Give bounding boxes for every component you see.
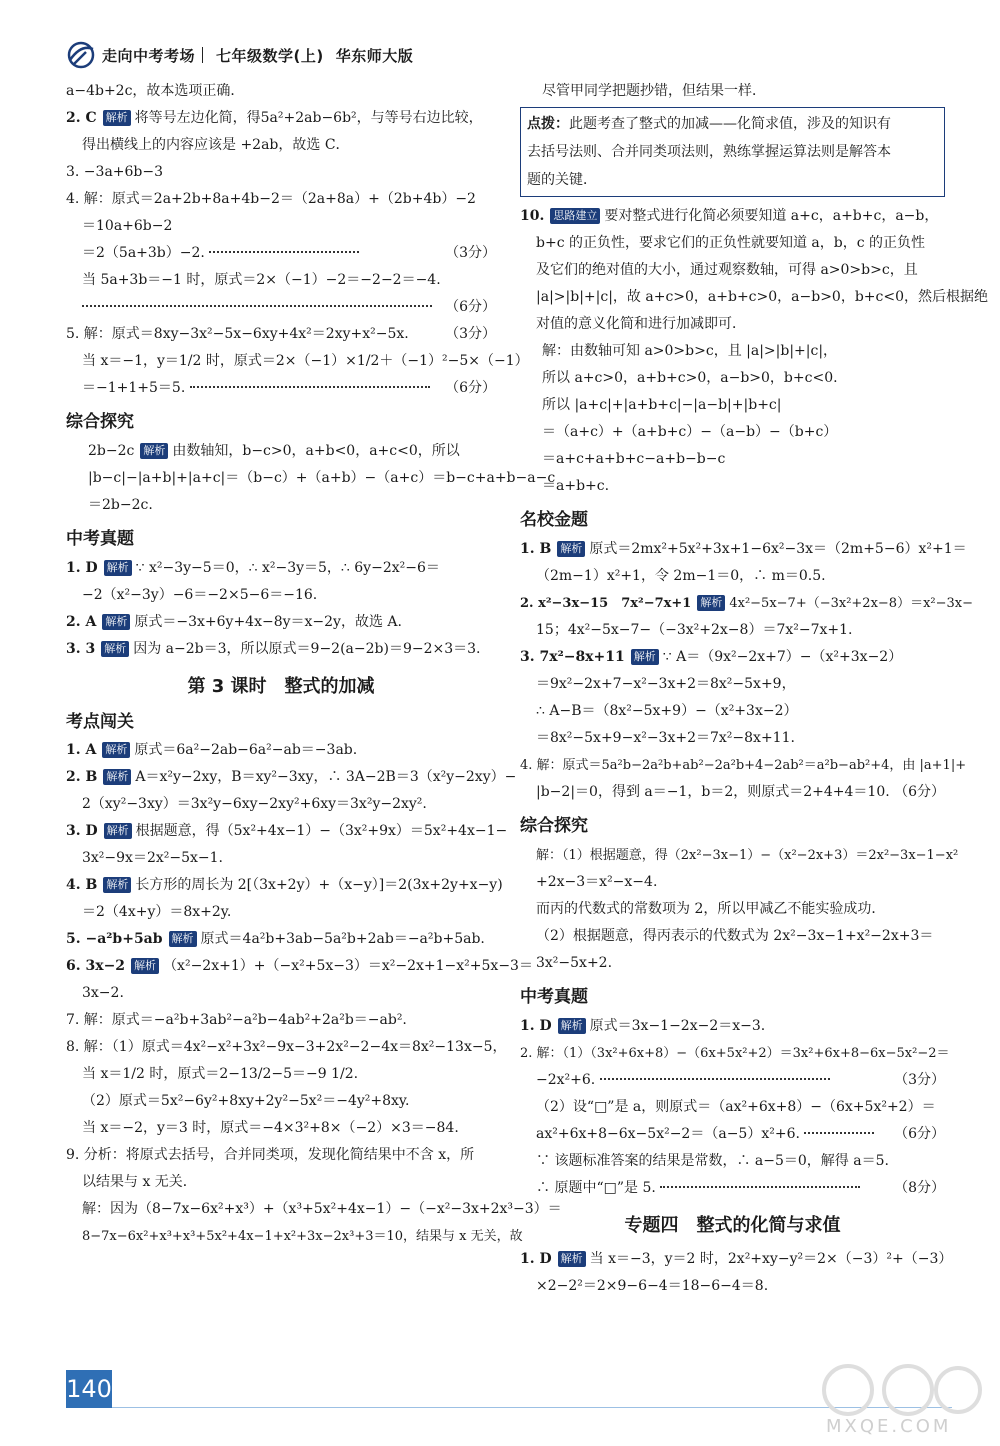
analysis-tag: 解析: [103, 769, 131, 785]
answer-line: ＝2b−2c.: [88, 497, 153, 513]
practice-answer-6: 6. 3x−2 解析 （x²−2x+1）+（−x²+5x−3）＝x²−2x+1−x²+5x−3＝: [66, 958, 533, 974]
answer-line: ＝a+b+c.: [542, 478, 610, 494]
topic-title: 专题四 整式的化简与求值: [624, 1215, 841, 1236]
practice-answer-2: 2. B 解析 A＝x²y−2xy，B＝xy²−3xy，∴ 3A−2B＝3（x²y−2xy）−: [66, 769, 517, 785]
answer-line: |b−2|＝0，得到 a＝−1，b＝2，则原式＝2+4+4＝10. （6分）: [520, 779, 945, 806]
analysis-tag: 解析: [102, 614, 130, 630]
answer-2: 2. C 解析 将等号左边化简，得5a²+2ab−6b²，与等号右边比较，: [66, 110, 483, 126]
answer-10: 10. 思路建立 要对整式进行化简必须要知道 a+c，a+b+c，a−b，: [520, 208, 939, 224]
score-label: （6分）: [445, 380, 496, 396]
score-label: （3分）: [894, 1072, 945, 1088]
answer-line: 而丙的代数式的常数项为 2，所以甲减乙不能实验成功．: [536, 901, 886, 917]
exam-answer-2: 2. A 解析 原式＝−3x+6y+4x−8y＝x−2y，故选 A.: [66, 614, 402, 630]
answer-line: 所以 a+c>0，a+b+c>0，a−b>0，b+c<0.: [542, 370, 838, 386]
lesson-title: 第 3 课时 整式的加减: [187, 676, 375, 697]
exam-answer-2: 2. 解：（1）（3x²+6x+8）−（6x+5x²+2）＝3x²+6x+8−6x−5x²−2＝: [520, 1046, 950, 1061]
answer-line: 解：由数轴可知 a>0>b>c，且 |a|>|b|+|c|，: [542, 343, 838, 359]
analysis-tag: 解析: [169, 931, 197, 947]
practice-answer-9: 9. 分析：将原式去括号，合并同类项，发现化简结果中不含 x，所: [66, 1147, 475, 1163]
answer-line: ∵ 该题标准答案的结果是常数，∴ a−5＝0，解得 a＝5.: [536, 1153, 889, 1169]
practice-answer-7: 7. 解：原式＝−a²b+3ab²−a²b−4ab²+2a²b＝−ab².: [66, 1012, 407, 1028]
analysis-tag: 解析: [103, 110, 131, 126]
analysis-tag: 解析: [131, 958, 159, 974]
answer-line: 及它们的绝对值的大小，通过观察数轴，可得 a>0>b>c，且: [536, 262, 918, 278]
brand-logo-icon: [66, 40, 96, 70]
explore-answer: 2b−2c 解析 由数轴知，b−c>0，a+b<0，a+c<0，所以: [88, 443, 460, 459]
answer-line: ＝2（4x+y）＝8x+2y.: [82, 904, 232, 920]
exam-answer-1: 1. D 解析 原式＝3x−1−2x−2＝x−3.: [520, 1018, 766, 1034]
explore-answer: 解：（1）根据题意，得（2x²−3x−1）−（x²−2x+3）＝2x²−3x−1−x²: [536, 848, 959, 863]
score-label: （3分）: [445, 326, 496, 342]
idea-tag: 思路建立: [550, 208, 600, 224]
exam-answer-1: 1. D 解析 ∵ x²−3y−5＝0，∴ x²−3y＝5，∴ 6y−2x²−6＝: [66, 560, 440, 576]
gold-answer-2: 2. x²−3x−15 7x²−7x+1 解析 4x²−5x−7+（−3x²+2x−8）＝x²−3x−: [520, 596, 974, 611]
answer-line: 得出横线上的内容应该是 +2ab，故选 C．: [82, 137, 350, 153]
tip-box: 点拨：此题考查了整式的加减——化简求值，涉及的知识有 去括号法则、合并同类项法则，熟练掌握运算法则是解答本 题的关键．: [520, 107, 945, 197]
answer-line: ＝2（5a+3b）−2. （3分）: [66, 240, 496, 267]
analysis-tag: 解析: [557, 541, 585, 557]
answer-line: ∴ A−B＝（8x²−5x+9）−（x²+3x−2）: [536, 703, 798, 719]
answer-line: |a|>|b|+|c|，故 a+c>0，a+b+c>0，a−b>0，b+c<0，然后根据绝: [536, 289, 989, 305]
answer-line: −2（x²−3y）−6＝−2×5−6＝−16.: [82, 587, 318, 603]
practice-answer-3: 3. D 解析 根据题意，得（5x²+4x−1）−（3x²+9x）＝5x²+4x−1−: [66, 823, 508, 839]
score-label: （3分）: [445, 245, 496, 261]
answer-line: （2）设“□”是 a，则原式＝（ax²+6x+8）−（6x+5x²+2）＝: [536, 1099, 936, 1115]
answer-line: |b−c|−|a+b|+|a+c|＝（b−c）+（a+b）−（a+c）＝b−c+a+b−a−c: [88, 470, 556, 486]
answer-line: ×2−2²＝2×9−6−4＝18−6−4＝8.: [536, 1278, 769, 1294]
section-heading: 综合探究: [520, 816, 588, 836]
answer-line: 3x²−9x＝2x²−5x−1.: [82, 850, 223, 866]
answer-line: 当 5a+3b＝−1 时，原式＝2×（−1）−2＝−2−2＝−4.: [82, 272, 441, 288]
gold-answer-1: 1. B 解析 原式＝2mx²+5x²+3x+1−6x²−3x＝（2m+5−6）x²+1＝: [520, 541, 967, 557]
answer-line: 3x−2.: [82, 985, 124, 1001]
analysis-tag: 解析: [558, 1251, 586, 1267]
score-label: （6分）: [894, 784, 945, 800]
header-grade: 七年级数学(上): [216, 46, 324, 65]
answer-line: ＝a+c+a+b+c−a+b−b−c: [542, 451, 726, 467]
answer-line: 当 x＝−2，y＝3 时，原式＝−4×3²+8×（−2）×3＝−84.: [82, 1120, 459, 1136]
answer-line: 尽管甲同学把题抄错，但结果一样．: [542, 83, 766, 99]
exam-answer-3: 3. 3 解析 因为 a−2b＝3，所以原式＝9−2(a−2b)＝9−2×3＝3.: [66, 641, 481, 657]
answer-line: 所以 |a+c|+|a+b+c|−|a−b|+|b+c|: [542, 397, 782, 413]
section-heading: 综合探究: [66, 412, 134, 432]
answer-5: 5. 解：原式＝8xy−3x²−5x−6xy+4x²＝2xy+x²−5x. （3分）: [66, 321, 496, 348]
answer-line: 当 x＝1/2 时，原式＝2−13/2−5＝−9 1/2.: [82, 1066, 359, 1082]
score-label: （6分）: [894, 1126, 945, 1142]
tip-label: 点拨：: [527, 116, 569, 132]
header-divider: [202, 47, 203, 63]
analysis-tag: 解析: [102, 742, 130, 758]
answer-line: ax²+6x+8−6x−5x²−2＝（a−5）x²+6. （6分）: [520, 1121, 945, 1148]
header-brand: 走向中考考场: [102, 46, 196, 65]
analysis-tag: 解析: [101, 641, 129, 657]
practice-answer-8: 8. 解：（1）原式＝4x²−x²+3x²−9x−3+2x²−2−4x＝8x²−13x−5，: [66, 1039, 507, 1055]
answer-line: [66, 294, 496, 321]
answer-line: 当 x＝−1，y＝1/2 时，原式＝2×（−1）×1/2＋（−1）²−5×（−1）: [82, 353, 529, 369]
answer-line: ＝（a+c）+（a+b+c）−（a−b）−（b+c）: [542, 424, 838, 440]
section-heading: 中考真题: [66, 529, 134, 549]
answer-4: 4. 解：原式＝2a+2b+8a+4b−2＝（2a+8a）+（2b+4b）−2: [66, 191, 476, 207]
analysis-tag: 解析: [104, 823, 132, 839]
header-publisher: 华东师大版: [335, 46, 414, 65]
answer-line: ＝10a+6b−2: [82, 218, 173, 234]
answer-line: （2）原式＝5x²−6y²+8xy+2y²−5x²＝−4y²+8xy.: [82, 1093, 410, 1109]
right-column: [520, 78, 989, 1300]
answer-3: 3. −3a+6b−3: [66, 164, 164, 180]
score-label: （8分）: [894, 1180, 945, 1196]
watermark-text: MXQE.COM: [826, 1416, 952, 1437]
section-heading: 中考真题: [520, 987, 588, 1007]
answer-line: +2x−3＝x²−x−4.: [536, 874, 658, 890]
answer-line: a−4b+2c，故本选项正确．: [66, 83, 245, 99]
analysis-tag: 解析: [697, 595, 725, 611]
score-label: （6分）: [445, 299, 496, 315]
section-heading: 名校金题: [520, 510, 588, 530]
answer-line: （2m−1）x²+1，令 2m−1＝0，∴ m＝0.5.: [536, 568, 826, 584]
practice-answer-4: 4. B 解析 长方形的周长为 2[（3x+2y）+（x−y）]＝2(3x+2y+x−y): [66, 877, 503, 893]
analysis-tag: 解析: [631, 649, 659, 665]
answer-line: 3x²−5x+2.: [536, 955, 613, 971]
page-header: [66, 40, 946, 70]
answer-line: ＝−1+1+5＝5. （6分）: [66, 375, 496, 402]
answer-line: 对值的意义化简和进行加减即可．: [536, 316, 746, 332]
analysis-tag: 解析: [558, 1018, 586, 1034]
answer-line: −2x²+6. （3分）: [520, 1067, 945, 1094]
practice-answer-5: 5. −a²b+5ab 解析 原式＝4a²b+3ab−5a²b+2ab＝−a²b+5ab.: [66, 931, 485, 947]
answer-line: 2（xy²−3xy）＝3x²y−6xy−2xy²+6xy＝3x²y−2xy².: [82, 796, 427, 812]
answer-line: ＝8x²−5x+9−x²−3x+2＝7x²−8x+11.: [536, 730, 795, 746]
answer-line: 解：因为（8−7x−6x²+x³）+（x³+5x²+4x−1）−（−x²−3x+2x³−3）＝: [82, 1201, 562, 1217]
section-heading: 考点闯关: [66, 712, 134, 732]
answer-line: （2）根据题意，得丙表示的代数式为 2x²−3x−1+x²−2x+3＝: [536, 928, 934, 944]
answer-line: ∴ 原题中“□”是 5. （8分）: [520, 1175, 945, 1202]
gold-answer-4: 4. 解：原式＝5a²b−2a²b+ab²−2a²b+4−2ab²＝a²b−ab²+4，由 |a+1|+: [520, 758, 967, 773]
answer-line: 8−7x−6x²+x³+x³+5x²+4x−1+x²+3x−2x³+3＝10，结果与 x 无关，故: [82, 1229, 523, 1244]
answer-line: 15；4x²−5x−7−（−3x²+2x−8）＝7x²−7x+1.: [536, 622, 853, 638]
analysis-tag: 解析: [104, 560, 132, 576]
answer-line: ＝9x²−2x+7−x²−3x+2＝8x²−5x+9，: [536, 676, 796, 692]
analysis-tag: 解析: [140, 443, 168, 459]
analysis-tag: 解析: [103, 877, 131, 893]
answer-line: b+c 的正负性，要求它们的正负性就要知道 a，b，c 的正负性: [536, 235, 926, 251]
practice-answer-1: 1. A 解析 原式＝6a²−2ab−6a²−ab＝−3ab.: [66, 742, 358, 758]
answer-line: 以结果与 x 无关．: [82, 1174, 197, 1190]
topic-answer-1: 1. D 解析 当 x＝−3，y＝2 时，2x²+xy−y²＝2×（−3）²+（−3）: [520, 1251, 953, 1267]
gold-answer-3: 3. 7x²−8x+11 解析 ∵ A＝（9x²−2x+7）−（x²+3x−2）: [520, 649, 903, 665]
page-number: 140: [66, 1370, 112, 1408]
